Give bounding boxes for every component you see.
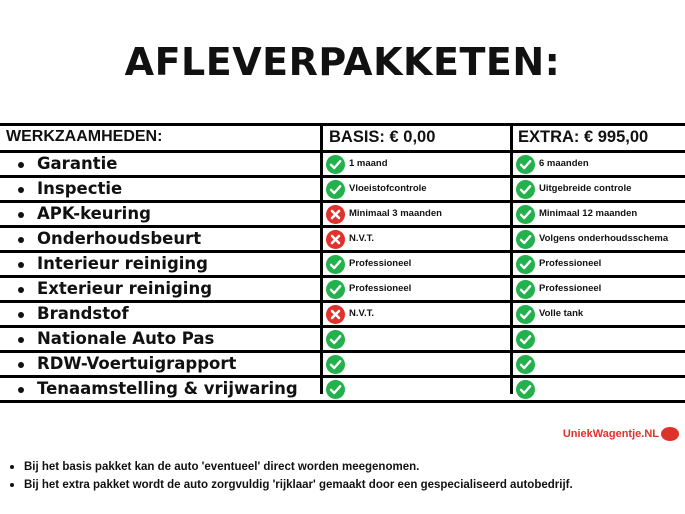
table-row (0, 153, 685, 178)
row-label: Garantie (37, 154, 118, 173)
bullet-icon (18, 162, 24, 168)
car-icon (661, 427, 679, 441)
bullet-icon (18, 312, 24, 318)
table-header (0, 123, 685, 153)
footer-note (8, 476, 678, 494)
extra-note: Volgens onderhoudsschema (539, 233, 669, 244)
table-row (0, 178, 685, 203)
basis-note: N.V.T. (349, 233, 374, 244)
bullet-icon (18, 262, 24, 268)
extra-check-icon (516, 205, 535, 224)
brand-logo (563, 424, 679, 444)
bullet-icon (18, 212, 24, 218)
row-label: Exterieur reiniging (37, 279, 213, 298)
row-label: Inspectie (37, 179, 123, 198)
basis-note: N.V.T. (349, 308, 374, 319)
basis-cross-icon (326, 205, 345, 224)
table-row (0, 328, 685, 353)
extra-note: Minimaal 12 maanden (539, 208, 638, 219)
extra-check-icon (516, 305, 535, 324)
extra-check-icon (516, 355, 535, 374)
basis-cross-icon (326, 230, 345, 249)
row-label: Nationale Auto Pas (37, 329, 215, 348)
footer-note (8, 458, 678, 476)
bullet-icon (18, 362, 24, 368)
extra-check-icon (516, 155, 535, 174)
bullet-icon (10, 465, 14, 469)
basis-note: Minimaal 3 maanden (349, 208, 442, 219)
header-extra: EXTRA: € 995,00 (518, 128, 649, 146)
column-divider-extra (510, 123, 513, 394)
bullet-icon (18, 187, 24, 193)
basis-check-icon (326, 355, 345, 374)
basis-note: 1 maand (349, 158, 388, 169)
basis-check-icon (326, 155, 345, 174)
package-table (0, 123, 685, 403)
page-title: AFLEVERPAKKETEN: (124, 40, 561, 84)
basis-note: Professioneel (349, 283, 412, 294)
footer-notes (8, 458, 678, 494)
extra-check-icon (516, 380, 535, 399)
row-label: APK-keuring (37, 204, 151, 223)
row-label: Tenaamstelling & vrijwaring (37, 379, 298, 398)
extra-note: Professioneel (539, 283, 602, 294)
extra-note: 6 maanden (539, 158, 589, 169)
column-divider-basis (320, 123, 323, 394)
basis-note: Vloeistofcontrole (349, 183, 427, 194)
table-row (0, 253, 685, 278)
extra-check-icon (516, 280, 535, 299)
bullet-icon (18, 337, 24, 343)
table-row (0, 303, 685, 328)
table-row (0, 378, 685, 403)
row-label: Onderhoudsbeurt (37, 229, 202, 248)
extra-check-icon (516, 180, 535, 199)
table-row (0, 353, 685, 378)
row-label: Interieur reiniging (37, 254, 208, 273)
logo-text: UniekWagentje.NL (562, 428, 659, 440)
table-row (0, 228, 685, 253)
row-label: Brandstof (37, 304, 129, 323)
bullet-icon (18, 237, 24, 243)
extra-check-icon (516, 330, 535, 349)
footer-note-text: Bij het basis pakket kan de auto 'eventueel' direct worden meegenomen. (24, 461, 420, 473)
basis-check-icon (326, 380, 345, 399)
basis-check-icon (326, 180, 345, 199)
extra-check-icon (516, 255, 535, 274)
footer-note-text: Bij het extra pakket wordt de auto zorgvuldig 'rijklaar' gemaakt door een gespecialiseerd autobedrijf. (24, 479, 573, 491)
table-body (0, 153, 685, 403)
extra-note: Volle tank (539, 308, 584, 319)
basis-check-icon (326, 255, 345, 274)
basis-check-icon (326, 330, 345, 349)
extra-check-icon (516, 230, 535, 249)
header-basis: BASIS: € 0,00 (329, 128, 436, 146)
bullet-icon (10, 483, 14, 487)
basis-cross-icon (326, 305, 345, 324)
basis-check-icon (326, 280, 345, 299)
table-row (0, 203, 685, 228)
bullet-icon (18, 387, 24, 393)
extra-note: Uitgebreide controle (539, 183, 632, 194)
bullet-icon (18, 287, 24, 293)
extra-note: Professioneel (539, 258, 602, 269)
table-row (0, 278, 685, 303)
basis-note: Professioneel (349, 258, 412, 269)
row-label: RDW-Voertuigrapport (37, 354, 237, 373)
header-work: WERKZAAMHEDEN: (6, 128, 163, 145)
